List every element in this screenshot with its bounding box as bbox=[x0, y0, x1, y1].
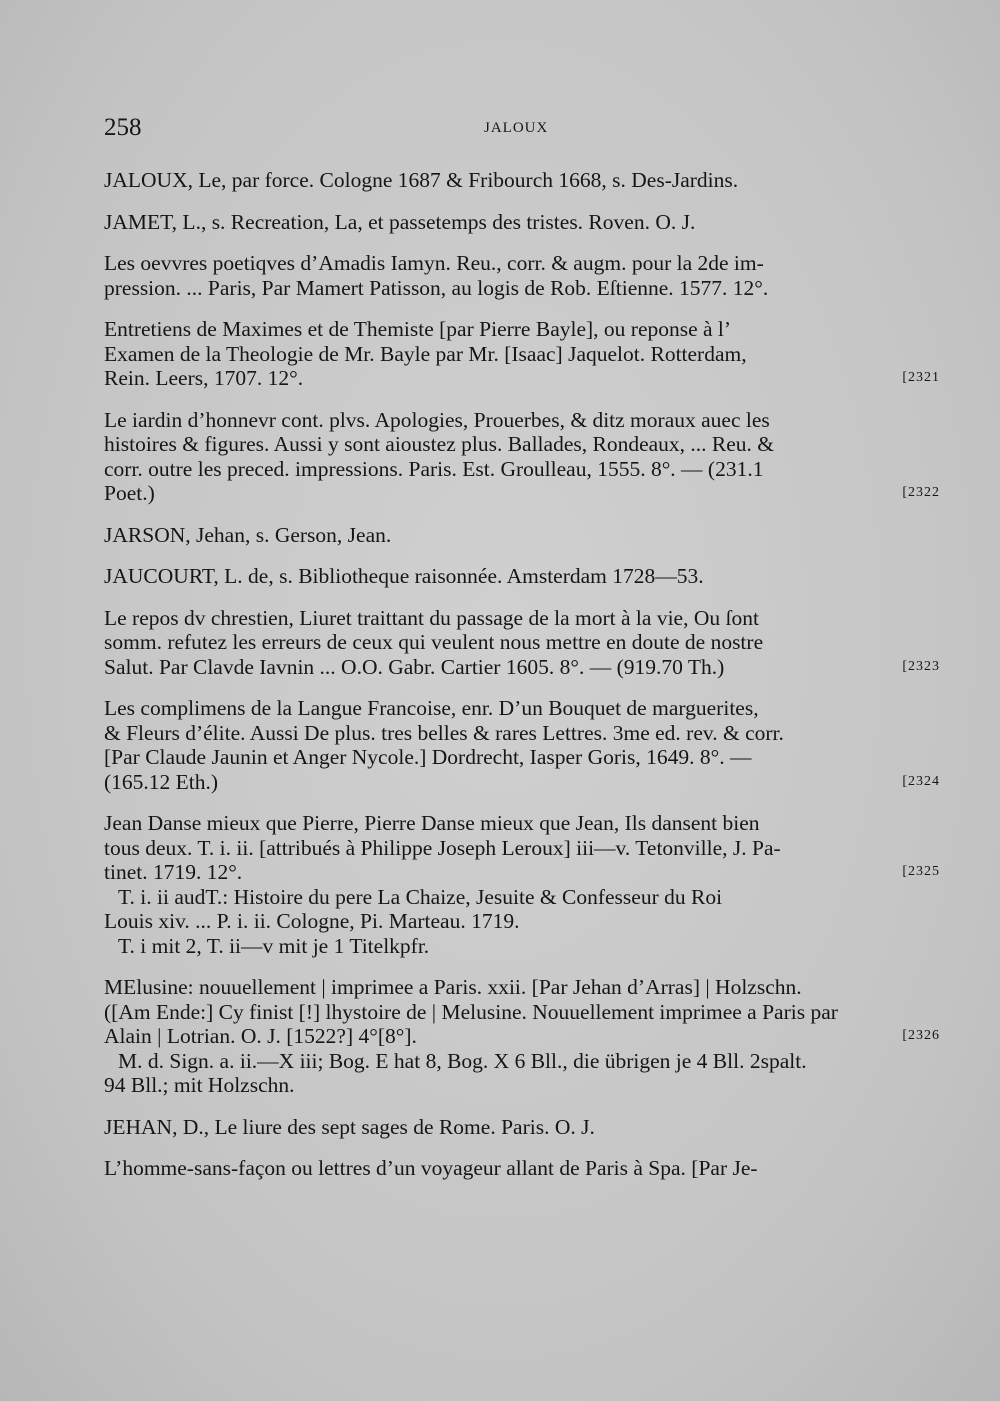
entry-line: JALOUX, Le, par force. Cologne 1687 & Fribourch 1668, s. Des-Jardins. bbox=[104, 168, 739, 192]
catalog-entry bbox=[104, 1115, 940, 1140]
catalog-entry bbox=[104, 564, 940, 589]
entry-subline: 94 Bll.; mit Holzschn. bbox=[104, 1073, 295, 1097]
entry-line: histoires & figures. Aussi y sont aioustez plus. Ballades, Rondeaux, ... Reu. & bbox=[104, 432, 775, 456]
catalog-entry bbox=[104, 975, 940, 1098]
catalog-entry bbox=[104, 210, 940, 235]
entry-line: [Par Claude Jaunin et Anger Nycole.] Dordrecht, Iasper Goris, 1649. 8°. — bbox=[104, 745, 752, 769]
entry-line: L’homme-sans-façon ou lettres d’un voyageur allant de Paris à Spa. [Par Je- bbox=[104, 1156, 758, 1180]
catalog-entry bbox=[104, 606, 940, 680]
entry-line: [2323 Salut. Par Clavde Iavnin ... O.O. Gabr. Cartier 1605. 8°. — (919.70 Th.) bbox=[104, 654, 940, 679]
entry-line: MElusine: nouuellement | imprimee a Paris. xxii. [Par Jehan d’Arras] | Holzschn. bbox=[104, 975, 802, 999]
catalog-entry bbox=[104, 251, 940, 300]
catalog-entry bbox=[104, 1156, 940, 1181]
entry-line: Le iardin d’honnevr cont. plvs. Apologies, Prouerbes, & ditz moraux auec les bbox=[104, 407, 770, 432]
catalog-entry bbox=[104, 317, 940, 391]
entry-number: [2325 bbox=[902, 864, 940, 879]
entry-line: [2322 Poet.) bbox=[104, 481, 940, 505]
entry-number: [2322 bbox=[902, 485, 940, 500]
entry-line: [2321 Rein. Leers, 1707. 12°. bbox=[104, 366, 940, 390]
entry-subline: M. d. Sign. a. ii.—X iii; Bog. E hat 8, Bog. X 6 Bll., die übrigen je 4 Bll. 2spalt. bbox=[118, 1048, 807, 1073]
catalog-entry bbox=[104, 696, 940, 794]
catalog-entry bbox=[104, 523, 940, 548]
entry-line: [2326 Alain | Lotrian. O. J. [1522?] 4°[8°]. bbox=[104, 1024, 940, 1048]
entry-line: somm. refutez les erreurs de ceux qui veulent nous mettre en doute de nostre bbox=[104, 630, 764, 654]
entry-line: [2325 tinet. 1719. 12°. bbox=[104, 860, 940, 884]
entry-line: Examen de la Theologie de Mr. Bayle par Mr. [Isaac] Jaquelot. Rotterdam, bbox=[104, 341, 747, 366]
entry-line: JARSON, Jehan, s. Gerson, Jean. bbox=[104, 522, 392, 547]
running-head: JALOUX bbox=[484, 120, 549, 136]
entry-line: Les complimens de la Langue Francoise, enr. D’un Bouquet de marguerites, bbox=[104, 696, 759, 720]
entry-subline: Louis xiv. ... P. i. ii. Cologne, Pi. Marteau. 1719. bbox=[104, 909, 520, 933]
entry-number: [2324 bbox=[902, 773, 940, 789]
entry-line: Les oevvres poetiqves d’Amadis Iamyn. Reu., corr. & augm. pour la 2de im- bbox=[104, 251, 764, 275]
entry-line: [2324 (165.12 Eth.) bbox=[104, 769, 940, 794]
entry-subline: T. i. ii audT.: Histoire du pere La Chaize, Jesuite & Confesseur du Roi bbox=[118, 884, 723, 909]
entry-line: JAUCOURT, L. de, s. Bibliotheque raisonnée. Amsterdam 1728—53. bbox=[104, 564, 704, 588]
catalog-entry bbox=[104, 168, 940, 193]
entry-line: Jean Danse mieux que Pierre, Pierre Danse mieux que Jean, Ils dansent bien bbox=[104, 811, 760, 835]
entry-number: [2323 bbox=[902, 658, 940, 674]
catalog-entry bbox=[104, 811, 940, 958]
entry-number: [2321 bbox=[902, 370, 940, 385]
entry-number: [2326 bbox=[902, 1028, 940, 1043]
entry-line: tous deux. T. i. ii. [attribués à Philippe Joseph Leroux] iii—v. Tetonville, J. Pa- bbox=[104, 835, 781, 860]
entry-line: JEHAN, D., Le liure des sept sages de Rome. Paris. O. J. bbox=[104, 1114, 595, 1139]
entry-subline: T. i mit 2, T. ii—v mit je 1 Titelkpfr. bbox=[118, 933, 430, 958]
entry-line: Le repos dv chrestien, Liuret traittant du passage de la mort à la vie, Ou ſont bbox=[104, 605, 759, 630]
entry-line: corr. outre les preced. impressions. Paris. Est. Groulleau, 1555. 8°. — (231.1 bbox=[104, 456, 764, 481]
entry-line: Entretiens de Maximes et de Themiste [par Pierre Bayle], ou reponse à l’ bbox=[104, 317, 732, 341]
entry-line: ([Am Ende:] Cy finist [!] lhystoire de | Melusine. Nouuellement imprimee a Paris par bbox=[104, 999, 838, 1024]
entry-line: JAMET, L., s. Recreation, La, et passetemps des tristes. Roven. O. J. bbox=[104, 209, 696, 234]
entry-line: pression. ... Paris, Par Mamert Patisson, au logis de Rob. Eſtienne. 1577. 12°. bbox=[104, 275, 769, 300]
catalog-entries bbox=[104, 168, 940, 1198]
entry-line: & Fleurs d’élite. Aussi De plus. tres belles & rares Lettres. 3me ed. rev. & corr. bbox=[104, 720, 784, 745]
catalog-entry bbox=[104, 408, 940, 506]
page-header bbox=[104, 114, 564, 148]
page-number: 258 bbox=[104, 114, 142, 141]
